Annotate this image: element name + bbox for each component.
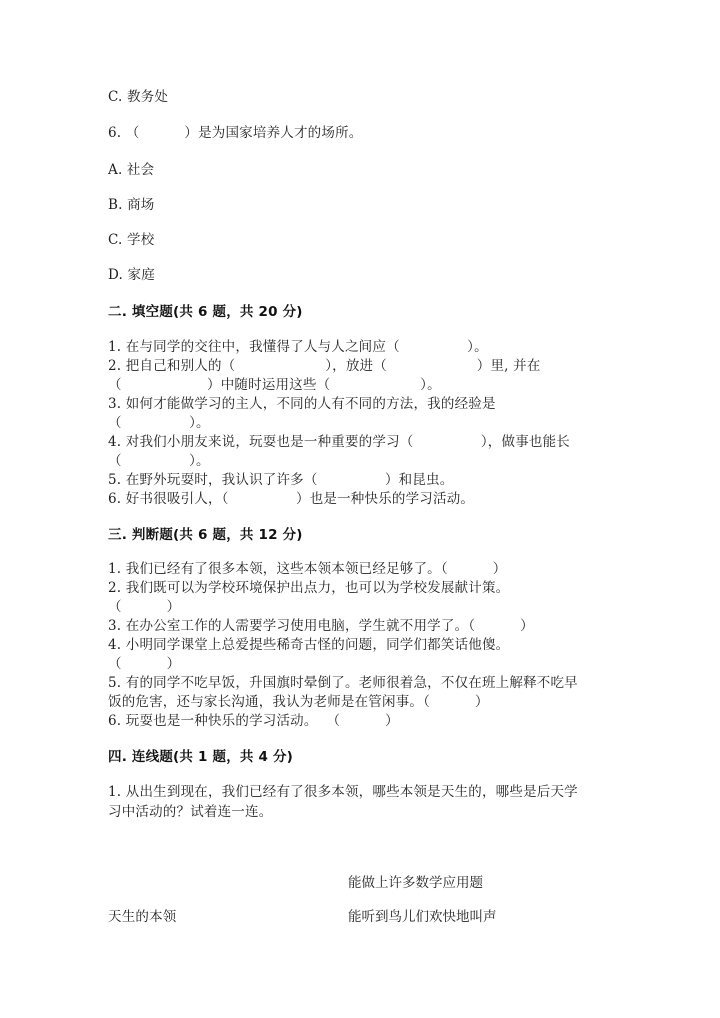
q6-option-c: C. 学校	[108, 232, 155, 248]
section3-heading: 三. 判断题(共 6 题，共 12 分)	[108, 527, 303, 543]
section2-line: 5. 在野外玩耍时，我认识了许多（ ）和昆虫。	[108, 472, 454, 488]
matching-right-item: 能做上许多数学应用题	[348, 875, 483, 891]
section2-line: 6. 好书很吸引人，（ ）也是一种快乐的学习活动。	[108, 491, 475, 507]
section2-line: （ ）。	[108, 453, 210, 469]
section3-line: 饭的危害，还与家长沟通，我认为老师是在管闲事。（ ）	[108, 694, 489, 710]
q6-stem: 6. （ ）是为国家培养人才的场所。	[108, 125, 363, 141]
section3-line: 2. 我们既可以为学校环境保护出点力，也可以为学校发展献计策。	[108, 580, 510, 596]
section2-line: 4. 对我们小朋友来说，玩耍也是一种重要的学习（ ），做事也能长	[108, 434, 570, 450]
q5-option-c: C. 教务处	[108, 89, 169, 105]
q6-option-a: A. 社会	[108, 162, 155, 178]
section3-line: （ ）	[108, 656, 181, 672]
matching-left-item: 天生的本领	[108, 909, 177, 925]
section2-line: （ ）。	[108, 415, 210, 431]
section4-heading: 四. 连线题(共 1 题，共 4 分)	[108, 749, 294, 765]
q6-option-d: D. 家庭	[108, 267, 155, 283]
section3-line: 6. 玩耍也是一种快乐的学习活动。 （ ）	[108, 713, 399, 729]
section2-line: （ ）中随时运用这些（ ）。	[108, 377, 441, 393]
section4-line: 习中活动的？试着连一连。	[108, 804, 273, 820]
matching-right-item: 能听到鸟儿们欢快地叫声	[348, 909, 497, 925]
section2-line: 2. 把自己和别人的（ ），放进（ ）里, 并在	[108, 358, 541, 374]
section3-line: 4. 小明同学课堂上总爱提些稀奇古怪的问题，同学们都笑话他傻。	[108, 637, 510, 653]
section3-line: 5. 有的同学不吃早饭，升国旗时晕倒了。老师很着急，不仅在班上解释不吃早	[108, 675, 578, 691]
q6-option-b: B. 商场	[108, 197, 155, 213]
section3-line: 3. 在办公室工作的人需要学习使用电脑，学生就不用学了。（ ）	[108, 618, 534, 634]
section2-line: 1. 在与同学的交往中，我懂得了人与人之间应（ ）。	[108, 339, 488, 355]
section2-line: 3. 如何才能做学习的主人，不同的人有不同的方法，我的经验是	[108, 396, 496, 412]
section4-line: 1. 从出生到现在，我们已经有了很多本领，哪些本领是天生的，哪些是后天学	[108, 784, 578, 800]
section2-heading: 二. 填空题(共 6 题，共 20 分)	[108, 304, 303, 320]
section3-line: 1. 我们已经有了很多本领，这些本领本领已经足够了。（ ）	[108, 561, 507, 577]
section3-line: （ ）	[108, 599, 181, 615]
